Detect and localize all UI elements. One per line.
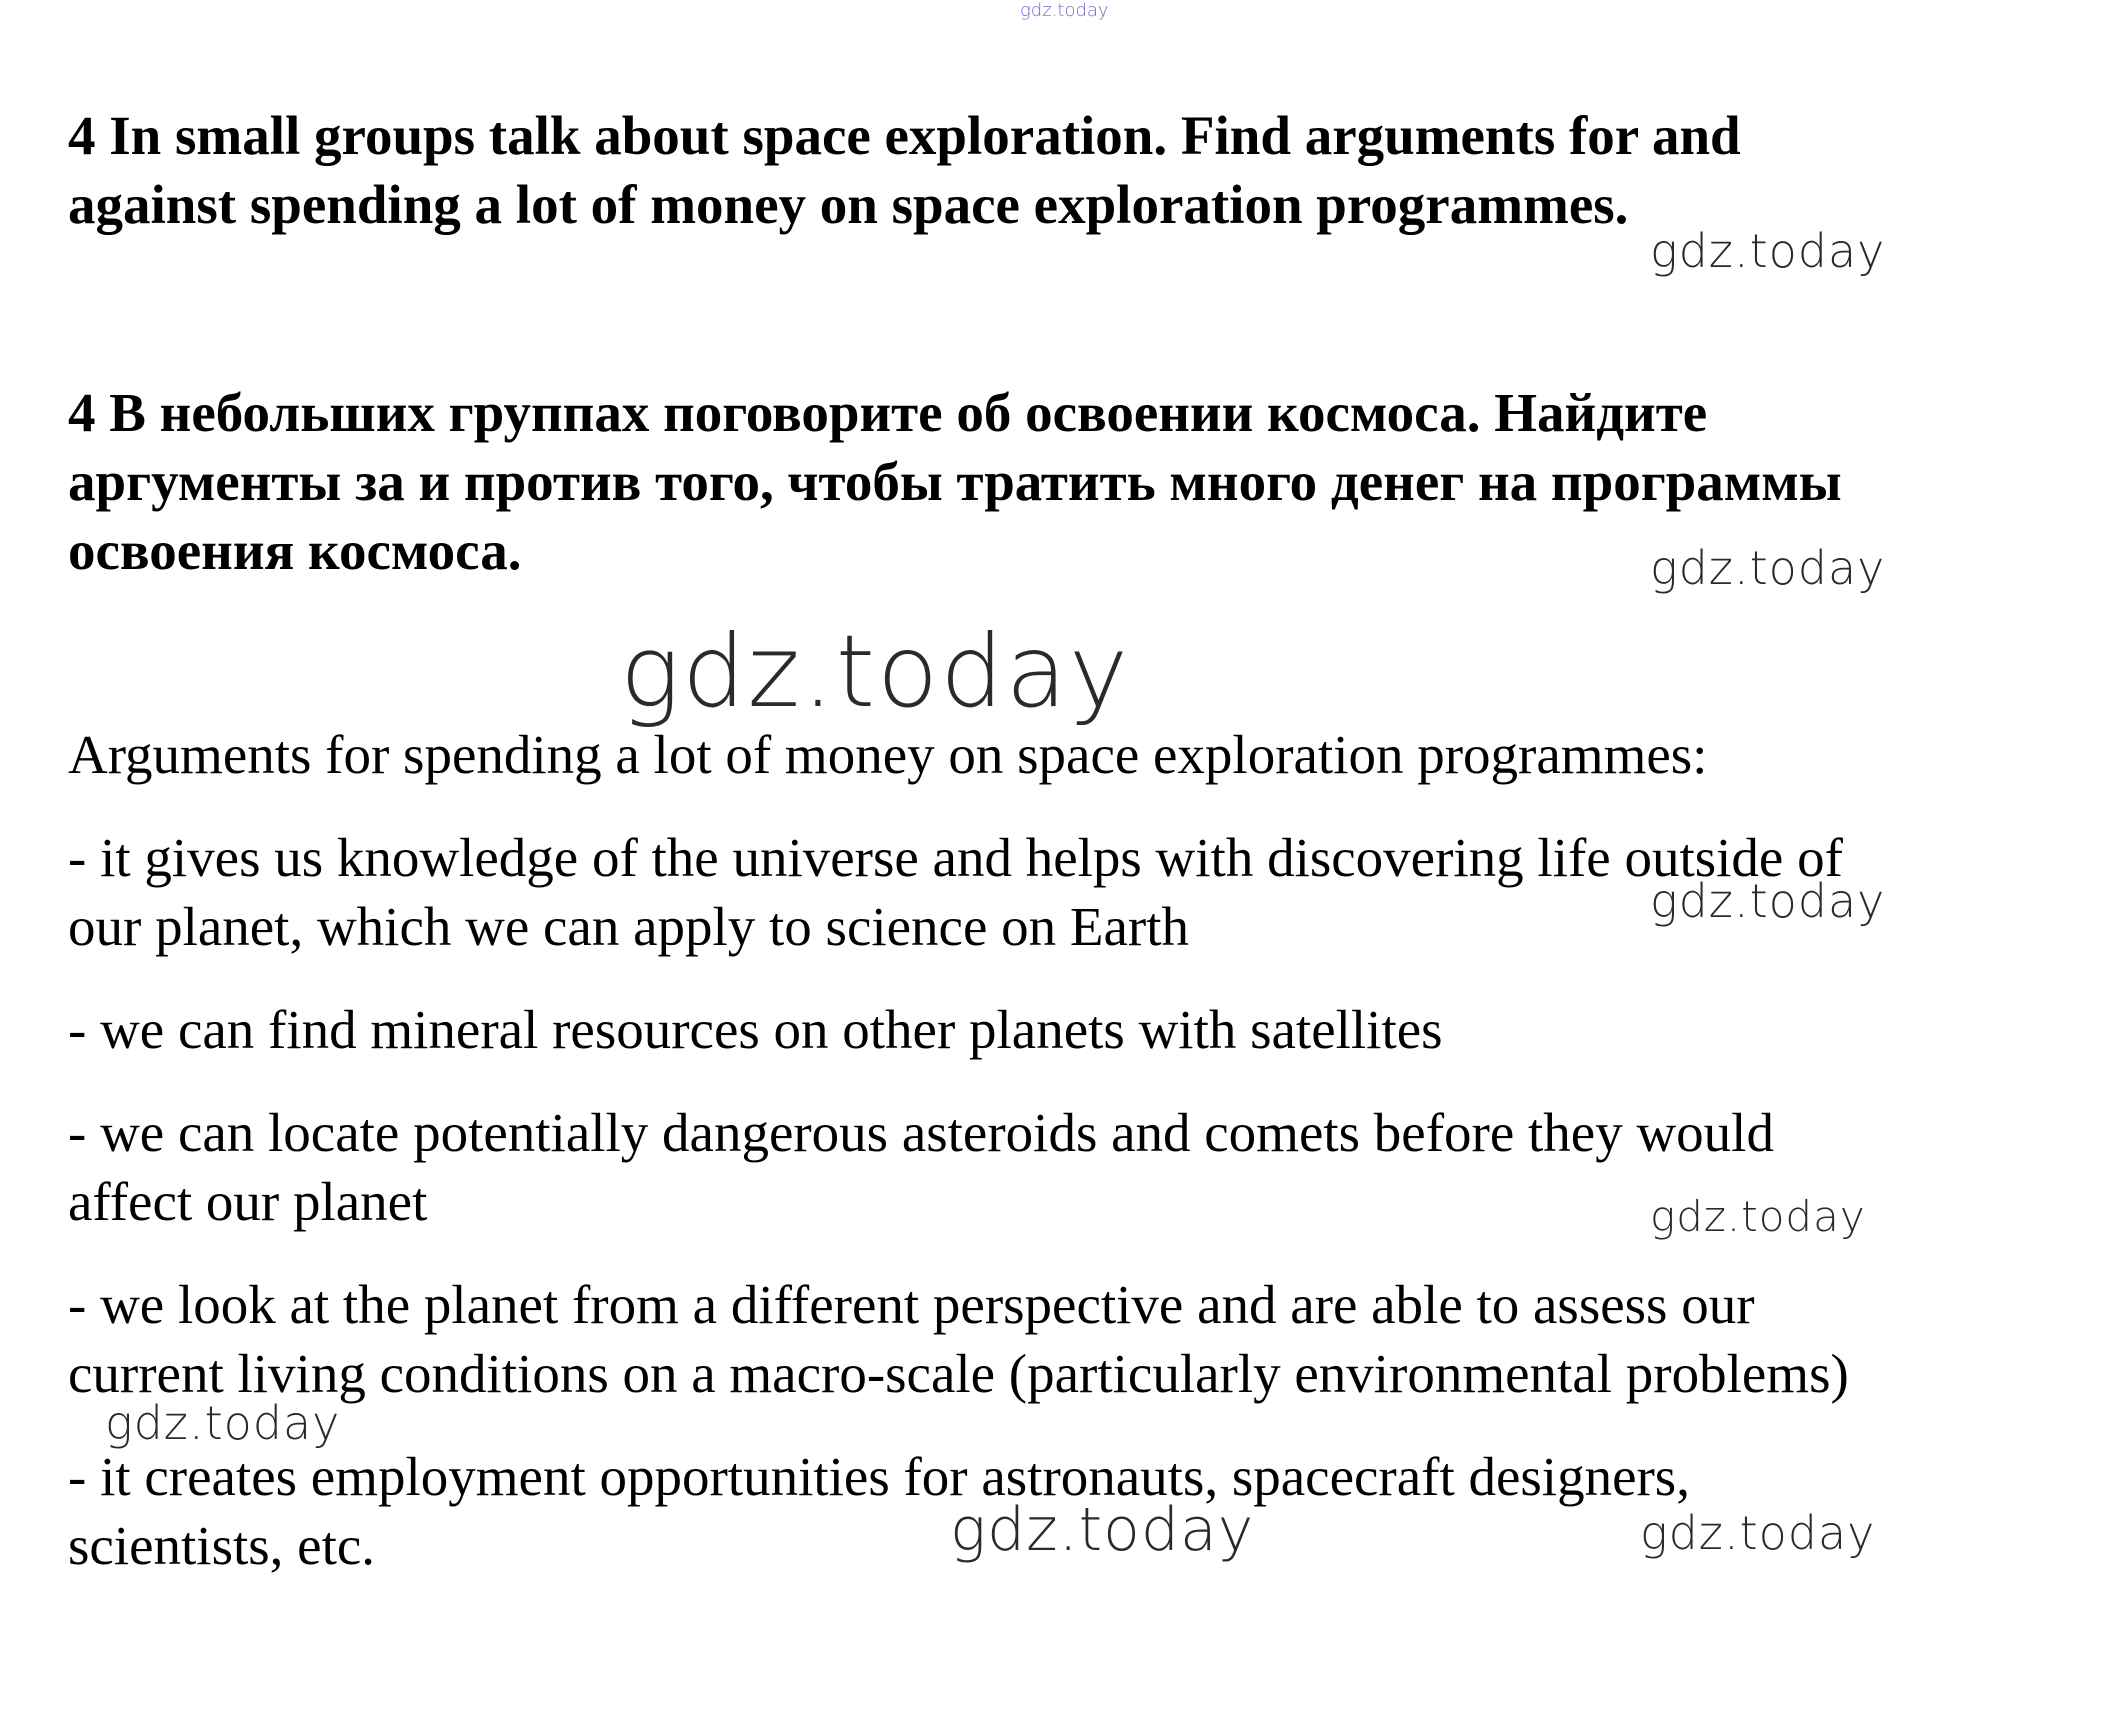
watermark: gdz.today [950, 1495, 1255, 1565]
list-item-line: affect our planet [68, 1171, 428, 1232]
task-en-line-1: 4 In small groups talk about space exploration. Find arguments for and [68, 105, 1741, 166]
list-item-line: - it creates employment opportunities for astronauts, spacecraft designers, [68, 1446, 1690, 1507]
watermark: gdz.today [1650, 1192, 1866, 1241]
list-item-line: our planet, which we can apply to science on Earth [68, 896, 1189, 957]
watermark: gdz.today [105, 1396, 341, 1450]
task-ru-line-3: освоения космоса. [68, 520, 522, 581]
task-ru-line-2: аргументы за и против того, чтобы тратить много денег на программы [68, 451, 1842, 512]
answer-heading: Arguments for spending a lot of money on space exploration programmes: [68, 724, 1708, 785]
list-item-line: - we can find mineral resources on other planets with satellites [68, 999, 1443, 1060]
watermark: gdz.today [1650, 224, 1886, 278]
list-item-line: - we look at the planet from a different perspective and are able to assess our [68, 1274, 1755, 1335]
watermark: gdz.today [1650, 541, 1886, 595]
watermark-top: gdz.today [1020, 0, 1109, 21]
watermark-large: gdz.today [620, 613, 1131, 730]
watermark: gdz.today [1640, 1506, 1876, 1560]
list-item-line: - we can locate potentially dangerous asteroids and comets before they would [68, 1102, 1774, 1163]
list-item-line: - it gives us knowledge of the universe and helps with discovering life outside of [68, 827, 1843, 888]
list-item-line: scientists, etc. [68, 1515, 376, 1576]
task-en-line-2: against spending a lot of money on space exploration programmes. [68, 174, 1629, 235]
list-item-line: current living conditions on a macro-scale (particularly environmental problems) [68, 1343, 1849, 1404]
task-ru-line-1: 4 В небольших группах поговорите об освоении космоса. Найдите [68, 382, 1708, 443]
watermark: gdz.today [1650, 874, 1886, 928]
